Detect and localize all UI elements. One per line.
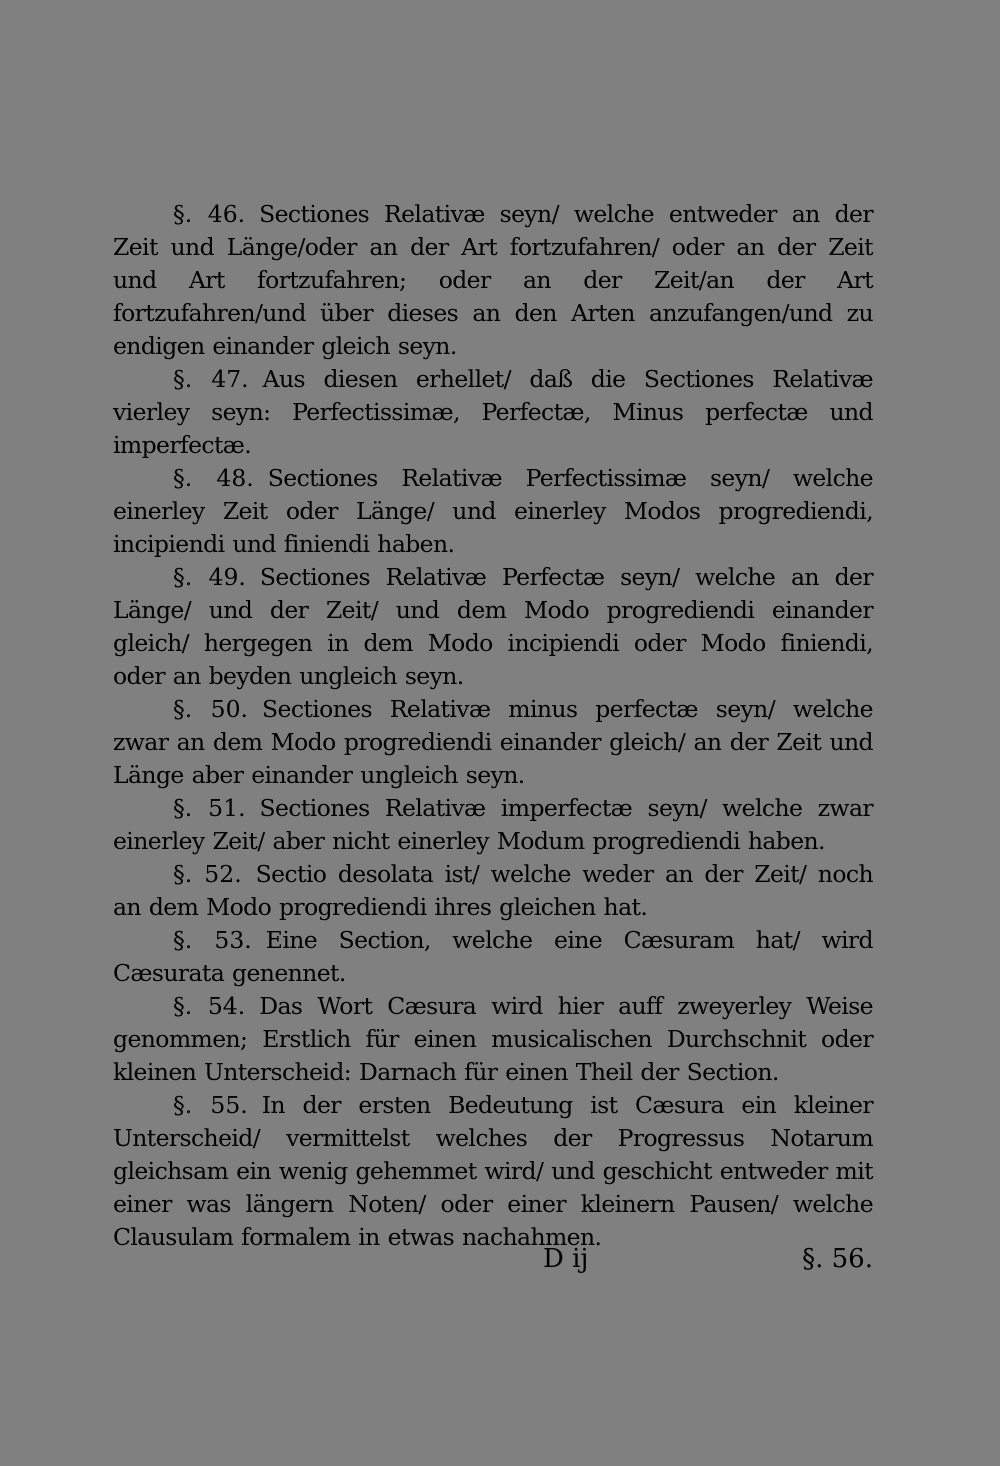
paragraph-text: Sectiones Relativæ minus perfectæ seyn/ welche zwar an dem Modo progrediendi einander gleich/ an der Zeit und Länge aber einander ungleich seyn. [113,695,873,789]
paragraph-47 [113,363,873,462]
paragraph-text: Sectiones Relativæ seyn/ welche entweder an der Zeit und Länge/oder an der Art fortzufahren/ oder an der Zeit und Art fortzufahren; oder an der Zeit/an der Art fortzufahren/und über dieses an den Arten anzufangen/und zu endigen einander gleich seyn. [113,200,873,360]
paragraph-55 [113,1089,873,1254]
paragraph-text: Sectiones Relativæ imperfectæ seyn/ welche zwar einerley Zeit/ aber nicht einerley Modum progrediendi haben. [113,794,873,855]
paragraph-50 [113,693,873,792]
catchword: §. 56. [802,1244,873,1274]
paragraph-text: Eine Section, welche eine Cæsuram hat/ wird Cæsurata genennet. [113,926,873,987]
paragraph-number: §. 53. [173,926,252,954]
paragraph-49 [113,561,873,693]
paragraph-text: In der ersten Bedeutung ist Cæsura ein kleiner Unterscheid/ vermittelst welches der Progressus Notarum gleichsam ein wenig gehemmet wird/ und geschicht entweder mit einer was längern Noten/ oder einer kleinern Pausen/ welche Clausulam formalem in etwas nachahmen. [113,1091,873,1251]
signature-mark: D ij [543,1244,589,1274]
body-text [113,198,873,1254]
paragraph-number: §. 55. [173,1091,248,1119]
paragraph-number: §. 46. [173,200,246,228]
paragraph-text: Das Wort Cæsura wird hier auff zweyerley Weise genommen; Erstlich für einen musicalischen Durchschnit oder kleinen Unterscheid: Darnach für einen Theil der Section. [113,992,873,1086]
paragraph-text: Sectiones Relativæ Perfectissimæ seyn/ welche einerley Zeit oder Länge/ und einerley Modos progrediendi, incipiendi und finiendi haben. [113,464,873,558]
paragraph-number: §. 51. [173,794,246,822]
paragraph-46 [113,198,873,363]
paragraph-number: §. 47. [173,365,249,393]
paragraph-number: §. 49. [173,563,246,591]
paragraph-52 [113,858,873,924]
paragraph-number: §. 52. [173,860,242,888]
paragraph-51 [113,792,873,858]
paragraph-number: §. 50. [173,695,249,723]
paragraph-number: §. 48. [173,464,254,492]
paragraph-54 [113,990,873,1089]
paragraph-text: Sectio desolata ist/ welche weder an der Zeit/ noch an dem Modo progrediendi ihres gleichen hat. [113,860,873,921]
paragraph-53 [113,924,873,990]
paragraph-text: Sectiones Relativæ Perfectæ seyn/ welche an der Länge/ und der Zeit/ und dem Modo progrediendi einander gleich/ hergegen in dem Modo incipiendi oder Modo finiendi, oder an beyden ungleich seyn. [113,563,873,690]
paragraph-text: Aus diesen erhellet/ daß die Sectiones Relativæ vierley seyn: Perfectissimæ, Perfectæ, Minus perfectæ und imperfectæ. [113,365,873,459]
paragraph-48 [113,462,873,561]
page-footer [113,1240,873,1280]
paragraph-number: §. 54. [173,992,246,1020]
